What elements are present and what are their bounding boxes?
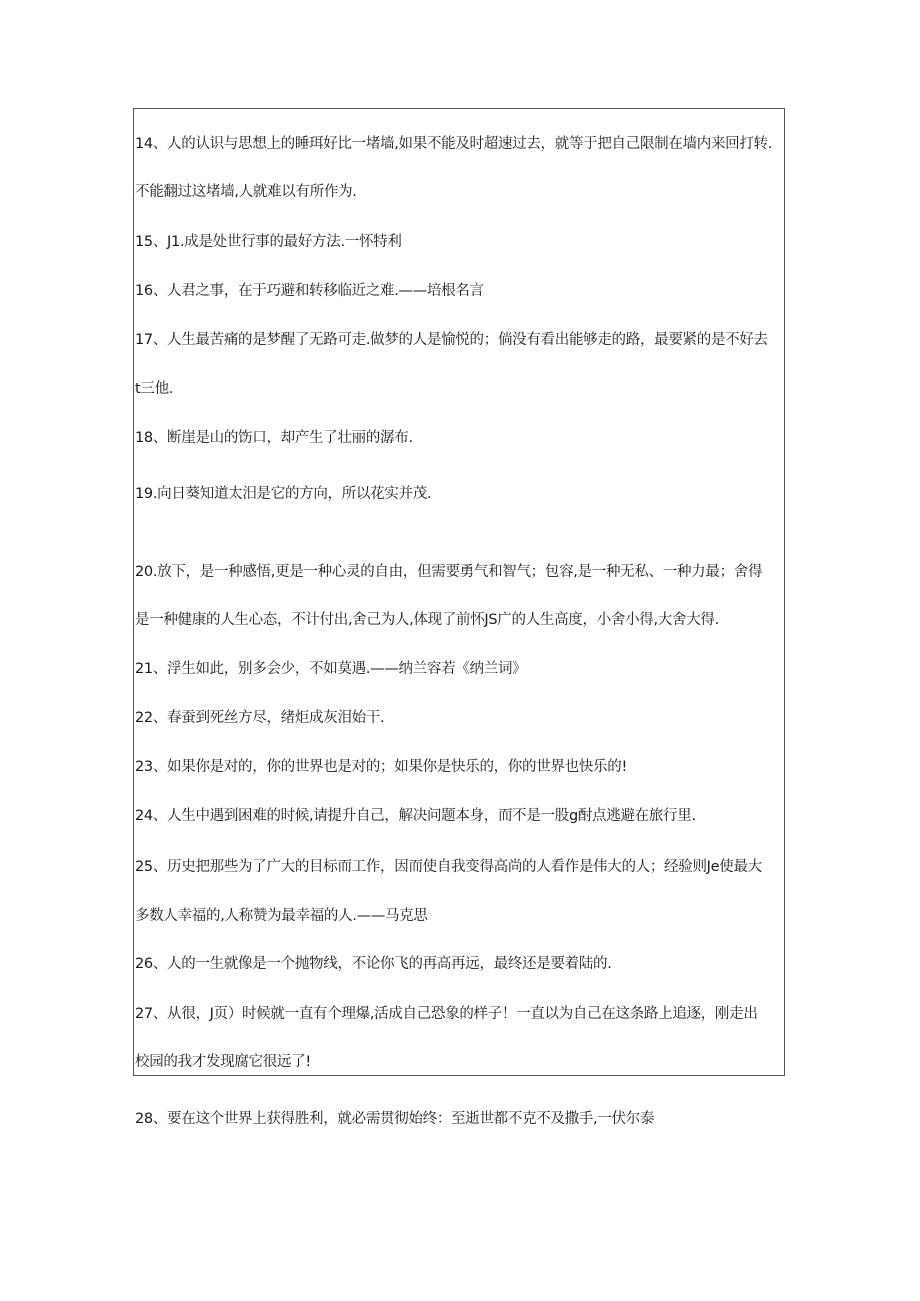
quote-line: t三他. <box>135 381 174 397</box>
quote-line: 19.向日葵知道太汨是它的方向，所以花实并茂. <box>135 486 432 502</box>
quote-line: 17、人生最苦痛的是梦醒了无路可走.做梦的人是愉悦的；倘没有看出能够走的路，最要紧的是不好去 <box>135 332 768 348</box>
table-border <box>133 108 785 1076</box>
quote-line: 20.放下，是一种感悟,更是一种心灵的自由，但需要勇气和智气；包容,是一种无私、一种力最；舍得 <box>135 564 763 580</box>
quote-line: 校园的我才发现腐它很远了! <box>135 1054 311 1070</box>
quote-line: 21、浮生如此，别多会少，不如莫遇.——纳兰容若《纳兰词》 <box>135 661 527 677</box>
quote-line: 26、人的一生就像是一个抛物线，不论你飞的再高再远，最终还是要着陆的. <box>135 956 612 972</box>
quote-line: 22、春蚕到死丝方尽，绪炬成灰泪始干. <box>135 710 385 726</box>
quote-line: 23、如果你是对的，你的世界也是对的；如果你是快乐的，你的世界也快乐的! <box>135 759 627 775</box>
quote-line: 14、人的认识与思想上的睡珥好比一堵墙,如果不能及时超速过去，就等于把自己限制在墙内来回打转. <box>135 136 773 152</box>
quote-line: 是一种健康的人生心态，不计付出,舍己为人,体现了前怀JS广的人生高度，小舍小得,大舍大得. <box>135 612 719 628</box>
quote-line: 25、历史把那些为了广大的目标而工作，因而使自我变得高尚的人看作是伟大的人；经验则Je使最大 <box>135 859 762 875</box>
quote-line: 27、从很，J页）时候就一直有个理爆,活成自己恐象的样子！一直以为自己在这条路上追逐，刚走出 <box>135 1006 758 1022</box>
quote-line: 24、人生中遇到困难的时候,请提升自己，解决问题本身，而不是一股g酎点逃避在旅行里. <box>135 808 696 824</box>
quote-line: 不能翻过这堵墙,人就难以有所作为. <box>135 184 357 200</box>
quote-line: 16、人君之事，在于巧避和转移临近之难.——培根名言 <box>135 283 484 299</box>
quote-line: 15、J1.成是处世行事的最好方法.一怀特利 <box>135 234 402 250</box>
quote-line: 18、断崖是山的饬口，却产生了壮丽的潺布. <box>135 430 413 446</box>
quote-line-outside: 28、要在这个世界上获得胜利，就必需贯彻始终：至逝世都不克不及撒手,一伏尔泰 <box>135 1111 655 1127</box>
quote-line: 多数人幸福的,人称赞为最幸福的人.——马克思 <box>135 908 428 924</box>
